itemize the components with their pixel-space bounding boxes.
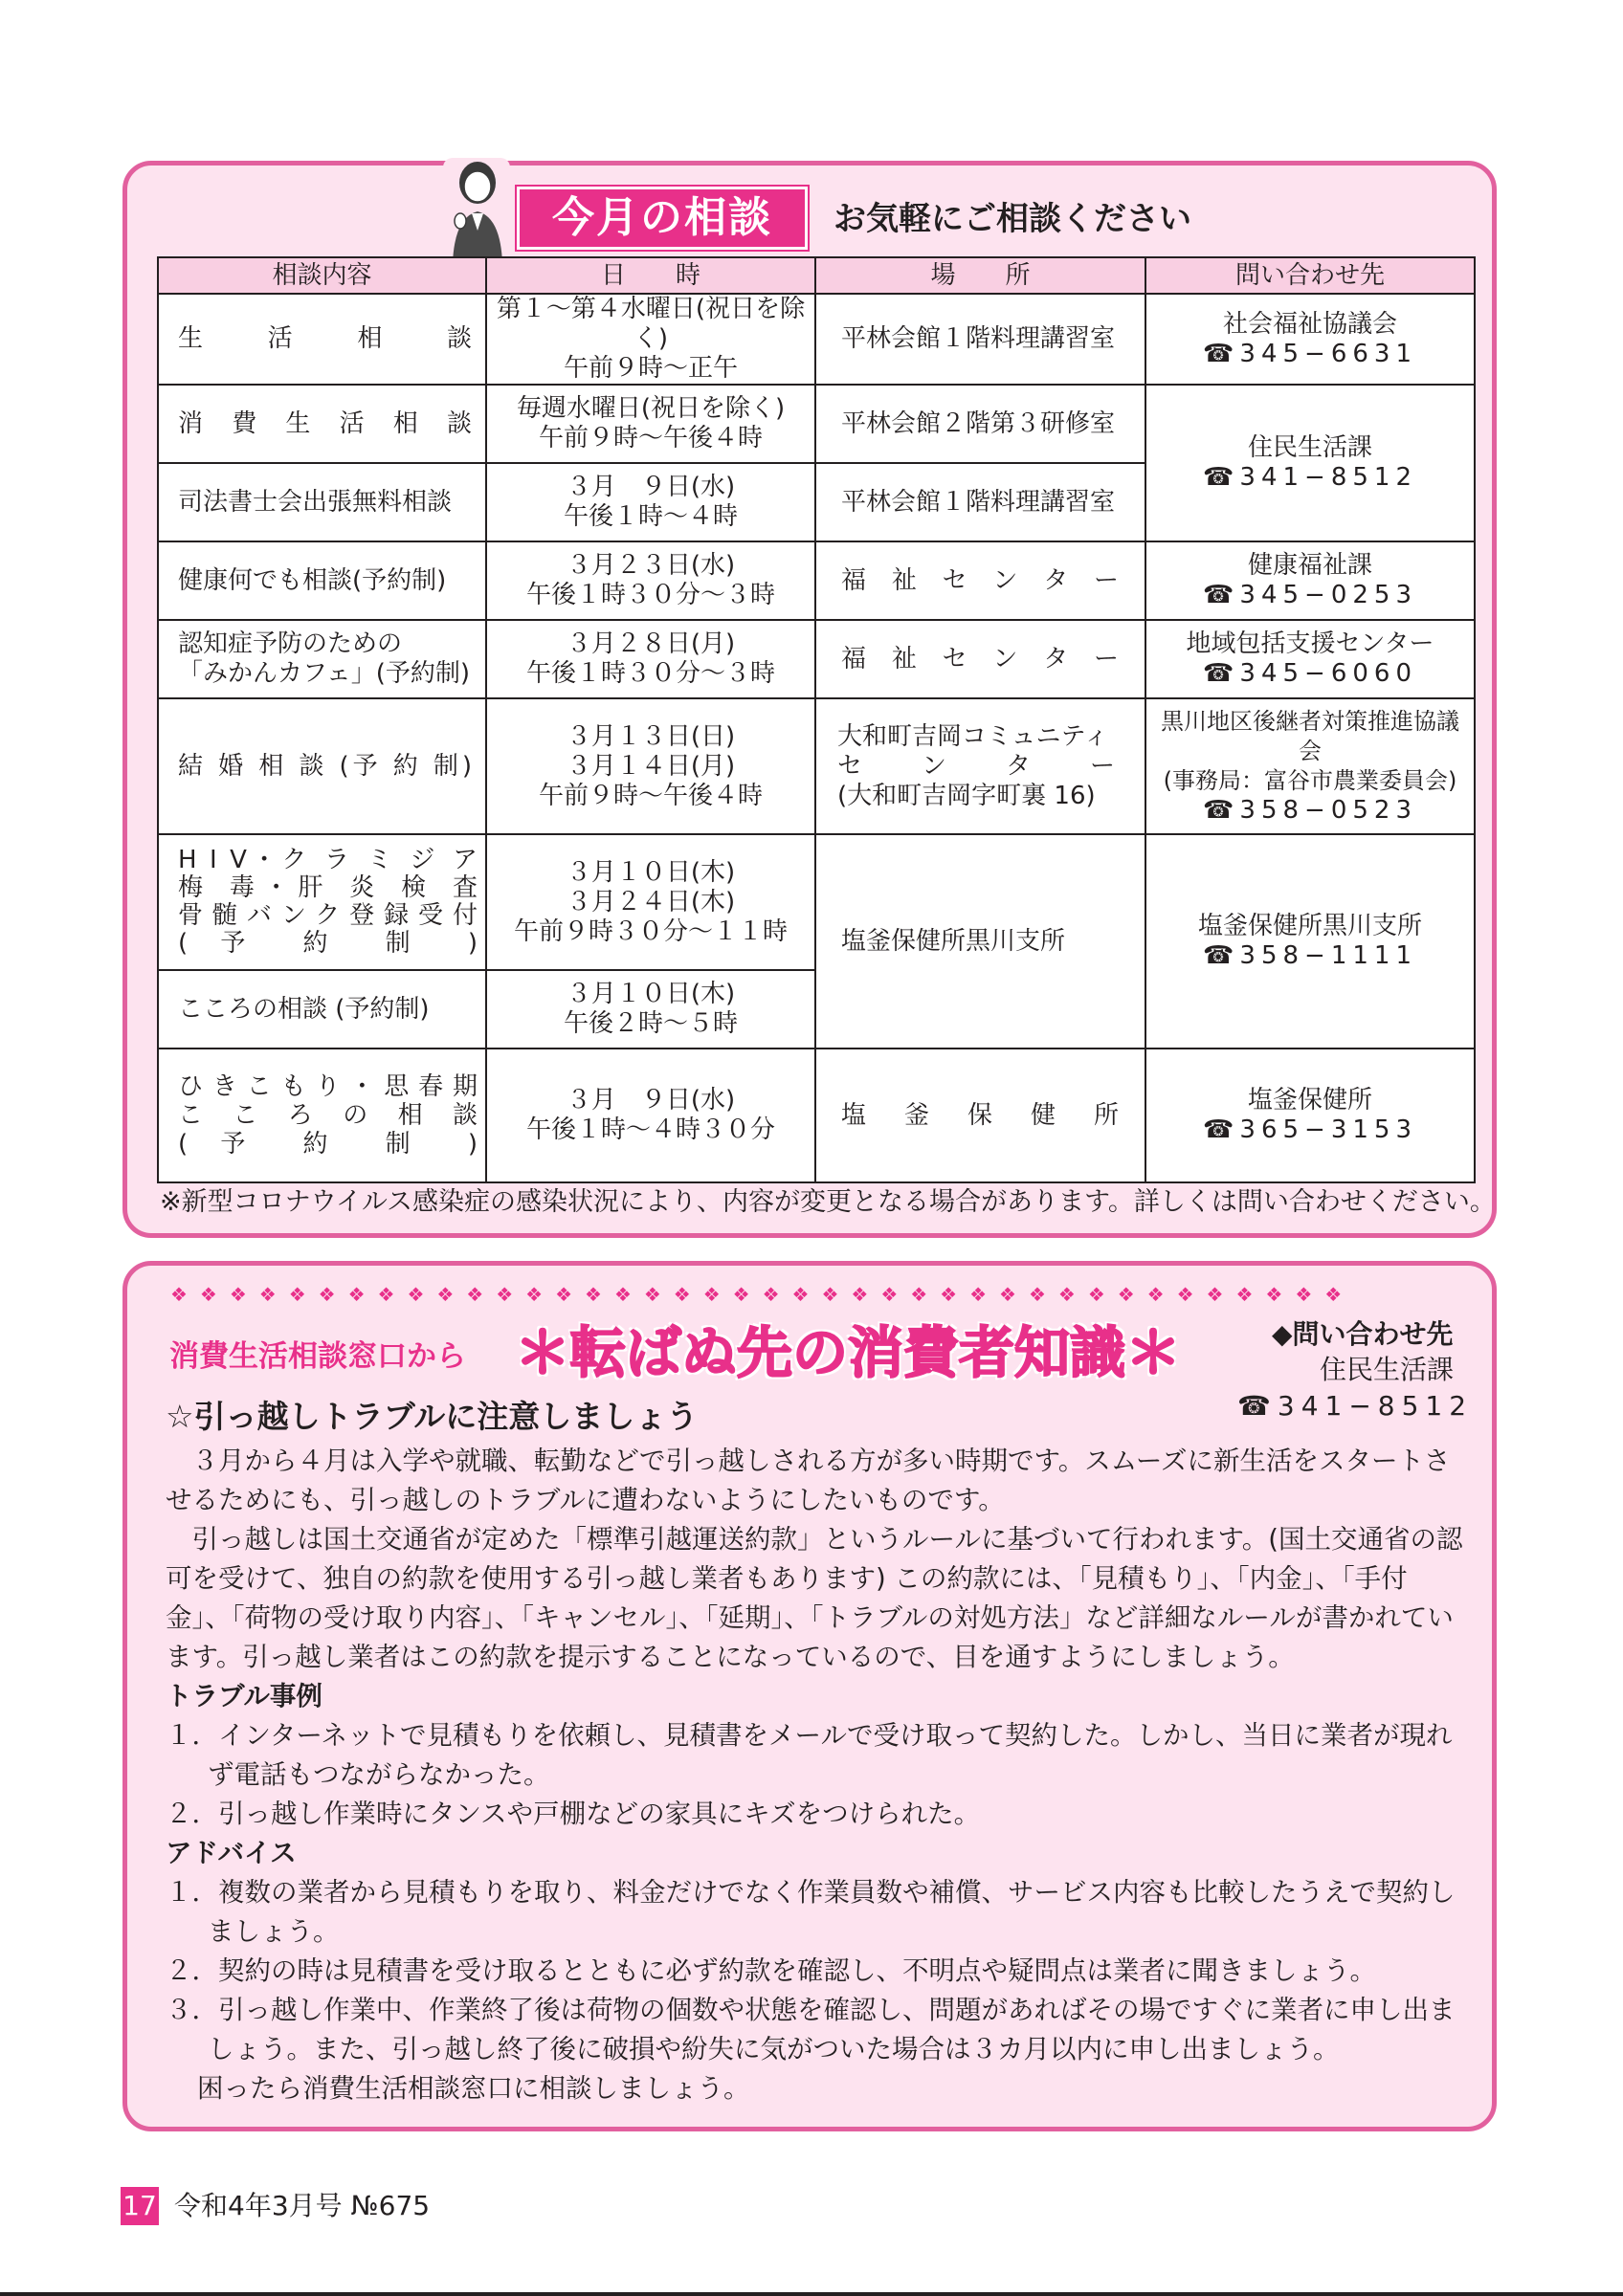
table-row [158,620,1475,698]
advice-heading: アドバイス [166,1838,297,1868]
topic-cell: 消 費 生 活 相 談 [158,385,486,463]
contact-cell: 健康福祉課 ☎345−0253 [1145,541,1475,620]
place-cell: 塩釜保健所黒川支所 [815,834,1145,1049]
monthly-consultation-panel [122,161,1497,1238]
table-row [158,294,1475,385]
list-item: １．インターネットで見積もりを依頼し、見積書をメールで受け取って契約した。しかし、当日に業者が現れず電話もつながらなかった。 [166,1720,1453,1790]
column-header: 日 時 [486,257,815,294]
page-number: 17 [121,2187,159,2225]
place-cell: 塩 釜 保 健 所 [815,1049,1145,1182]
table-row [158,834,1475,970]
contact-info [1237,1316,1474,1425]
date-cell: ３月１３日(日) ３月１４日(月) 午前９時～午後４時 [486,698,815,834]
table-header-row [158,257,1475,294]
topic-cell: こころの相談 (予約制) [158,970,486,1049]
table-row [158,385,1475,463]
topic-cell: 健康何でも相談(予約制) [158,541,486,620]
trouble-heading: トラブル事例 [166,1681,322,1711]
date-cell: ３月１０日(木) ３月２４日(木) 午前９時３０分～１１時 [486,834,815,970]
contact-cell: 住民生活課 ☎341−8512 [1145,385,1475,541]
paragraph: ３月から４月は入学や就職、転勤などで引っ越しされる方が多い時期です。スムーズに新生活をスタートさせるためにも、引っ越しのトラブルに遭わないようにしたいものです。 [166,1446,1451,1515]
closing-line: 困ったら消費生活相談窓口に相談しましょう。 [197,2073,750,2104]
bottom-rule [0,2292,1623,2296]
consultation-title: 今月の相談 [517,187,808,250]
date-cell: ３月２３日(水) 午後１時３０分～３時 [486,541,815,620]
date-cell: ３月１０日(木) 午後２時～５時 [486,970,815,1049]
contact-cell: 塩釜保健所 ☎365−3153 [1145,1049,1475,1182]
contact-cell: 社会福祉協議会 ☎345−6631 [1145,294,1475,385]
list-item: ２．引っ越し作業時にタンスや戸棚などの家具にキズをつけられた。 [166,1799,981,1829]
list-item: ３．引っ越し作業中、作業終了後は荷物の個数や状態を確認し、問題があればその場ですぐに業者に申し出ましょう。また、引っ越し終了後に破損や紛失に気がついた場合は３カ月以内に申し出ましょう。 [166,1995,1456,2064]
contact-cell: 地域包括支援センター ☎345−6060 [1145,620,1475,698]
column-header: 場 所 [815,257,1145,294]
place-cell: 大和町吉岡コミュニティ セ ン タ ー (大和町吉岡字町裏 16) [815,698,1145,834]
date-cell: 毎週水曜日(祝日を除く) 午前９時～午後４時 [486,385,815,463]
covid-note: ※新型コロナウイルス感染症の感染状況により、内容が変更となる場合があります。詳しくは問い合わせください。 [160,1187,1496,1217]
article-body [166,1442,1473,2108]
topic-cell: 生 活 相 談 [158,294,486,385]
topic-cell: 認知症予防のための 「みかんカフェ」(予約制) [158,620,486,698]
date-cell: ３月 ９日(水) 午後１時～４時 [486,463,815,541]
contact-phone: ☎341−8512 [1237,1390,1474,1422]
place-cell: 平林会館１階料理講習室 [815,294,1145,385]
issue-label: 令和4年3月号 №675 [174,2190,431,2221]
list-item: １．複数の業者から見積もりを取り、料金だけでなく作業員数や補償、サービス内容も比較したうえで契約しましょう。 [166,1877,1456,1947]
contact-cell: 黒川地区後継者対策推進協議会 (事務局：富谷市農業委員会) ☎358−0523 [1145,698,1475,834]
contact-cell: 塩釜保健所黒川支所 ☎358−1111 [1145,834,1475,1049]
place-cell: 福 祉 セ ン タ ー [815,541,1145,620]
date-cell: ３月 ９日(水) 午後１時～４時３０分 [486,1049,815,1182]
consumer-knowledge-panel [122,1261,1497,2131]
topic-cell: H I V・ク ラ ミ ジ ア 梅 毒・肝 炎 検 査 骨髄バンク登録受付 ( 予 約 制 ) [158,834,486,970]
consultation-subtitle: お気軽にご相談ください [834,200,1191,238]
place-cell: 平林会館１階料理講習室 [815,463,1145,541]
column-header: 問い合わせ先 [1145,257,1475,294]
article-headline: ☆引っ越しトラブルに注意しましょう [166,1398,699,1435]
column-header: 相談内容 [158,257,486,294]
diamond-border-decoration: ❖❖❖❖❖❖❖❖❖❖❖❖❖❖❖❖❖❖❖❖❖❖❖❖❖❖❖❖❖❖❖❖❖❖❖❖❖❖❖❖ [170,1283,1355,1306]
contact-label: ◆問い合わせ先 [1272,1318,1454,1350]
topic-cell: 結 婚 相 談 (予 約 制) [158,698,486,834]
date-cell: ３月２８日(月) 午後１時３０分～３時 [486,620,815,698]
consumer-knowledge-title: ＊転ばぬ先の消費者知識＊ [515,1320,1182,1385]
contact-department: 住民生活課 [1320,1354,1455,1385]
table-row [158,541,1475,620]
paragraph: 引っ越しは国土交通省が定めた「標準引越運送約款」というルールに基づいて行われます。(国土交通省の認可を受けて、独自の約款を使用する引っ越し業者もあります) この約款には、「見積もり」、「内金」、「手付金」、「荷物の受け取り内容」、「キャンセル」、「延期」、「トラブルの対処方法」など詳細なルールが書かれています。引っ越し業者はこの約款を提示することになっているので、目を通すようにしましょう。 [166,1524,1463,1672]
topic-cell: 司法書士会出張無料相談 [158,463,486,541]
list-item: ２．契約の時は見積書を受け取るとともに必ず約款を確認し、不明点や疑問点は業者に聞きましょう。 [166,1955,1376,1986]
table-row [158,698,1475,834]
date-cell: 第１～第４水曜日(祝日を除く) 午前９時～正午 [486,294,815,385]
section-source-label: 消費生活相談窓口から [169,1339,466,1374]
consultant-illustration [443,158,510,263]
place-cell: 福 祉 セ ン タ ー [815,620,1145,698]
consultation-table [157,256,1476,1183]
table-row [158,1049,1475,1182]
topic-cell: ひきこもり・思春期 こ こ ろ の 相 談 ( 予 約 制 ) [158,1049,486,1182]
place-cell: 平林会館２階第３研修室 [815,385,1145,463]
